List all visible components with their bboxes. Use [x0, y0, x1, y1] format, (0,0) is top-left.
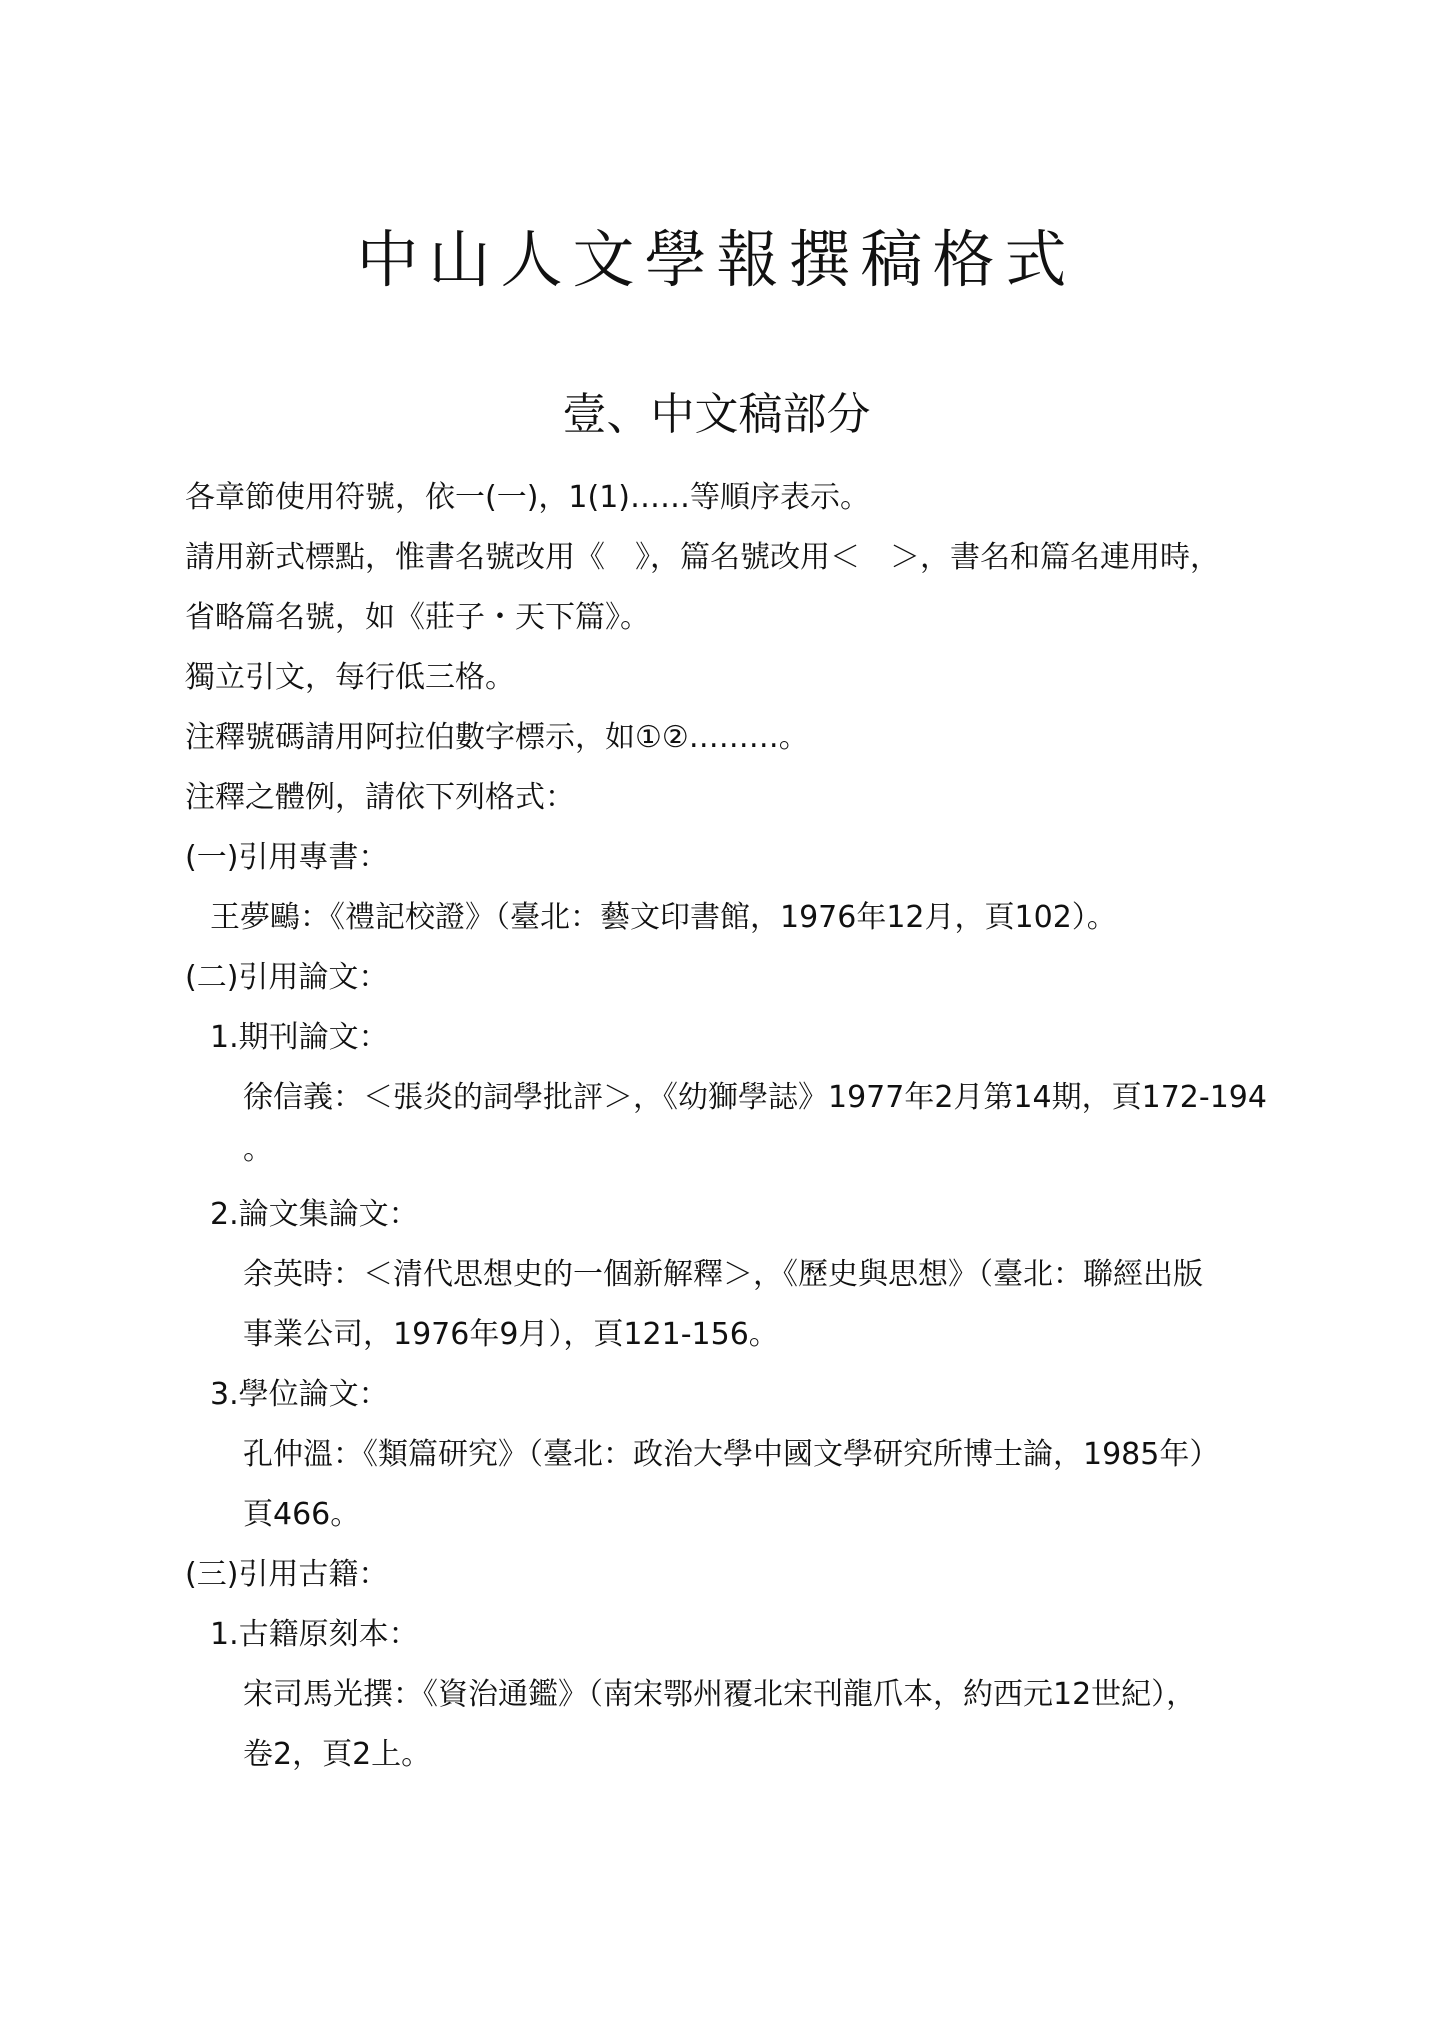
rule-block-quote: 獨立引文，每行低三格。 — [185, 660, 515, 695]
original-print-heading: 1.古籍原刻本： — [210, 1617, 419, 1652]
books-example: 王夢鷗：《禮記校證》（臺北：藝文印書館，1976年12月，頁102）。 — [210, 900, 1117, 935]
thesis-example-line1: 孔仲溫：《類篇研究》（臺北：政治大學中國文學研究所博士論，1985年） — [243, 1437, 1220, 1472]
rule-section-numbering: 各章節使用符號，依一(一)，1(1)……等順序表示。 — [185, 480, 870, 515]
journal-example-line1: 徐信義：＜張炎的詞學批評＞，《幼獅學誌》1977年2月第14期，頁172-194 — [243, 1080, 1267, 1115]
collection-example-line2: 事業公司，1976年9月），頁121-156。 — [243, 1317, 779, 1352]
collection-heading: 2.論文集論文： — [210, 1197, 419, 1232]
ancient-heading: (三)引用古籍： — [185, 1557, 389, 1592]
original-print-example-line2: 卷2，頁2上。 — [243, 1737, 432, 1772]
thesis-heading: 3.學位論文： — [210, 1377, 389, 1412]
books-heading: (一)引用專書： — [185, 840, 389, 875]
rule-footnote-numbers: 注釋號碼請用阿拉伯數字標示，如①②………。 — [185, 720, 809, 755]
rule-punctuation-continued: 省略篇名號，如《莊子・天下篇》。 — [185, 600, 650, 635]
papers-heading: (二)引用論文： — [185, 960, 389, 995]
rule-punctuation: 請用新式標點，惟書名號改用《 》，篇名號改用＜ ＞，書名和篇名連用時， — [185, 540, 1220, 575]
journal-example-line2: 。 — [243, 1132, 273, 1167]
journal-heading: 1.期刊論文： — [210, 1020, 389, 1055]
document-title: 中山人文學報撰稿格式 — [356, 223, 1077, 296]
original-print-example-line1: 宋司馬光撰：《資治通鑑》（南宋鄂州覆北宋刊龍爪本，約西元12世紀）， — [243, 1677, 1197, 1712]
section-heading: 壹、中文稿部分 — [562, 389, 871, 440]
thesis-example-line2: 頁466。 — [243, 1497, 361, 1532]
collection-example-line1: 余英時：＜清代思想史的一個新解釋＞，《歷史與思想》（臺北：聯經出版 — [243, 1257, 1203, 1292]
rule-footnote-format: 注釋之體例，請依下列格式： — [185, 780, 575, 815]
